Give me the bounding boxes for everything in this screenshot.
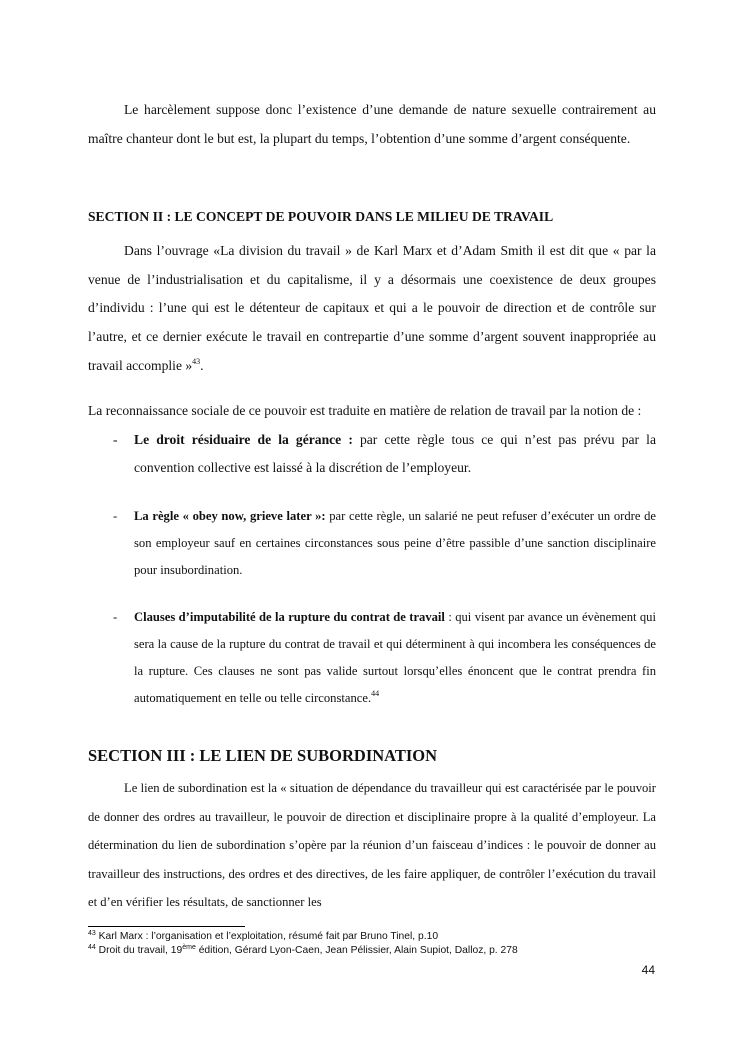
section-2-paragraph-2: La reconnaissance sociale de ce pouvoir est traduite en matière de relation de travail par la notion de : (88, 403, 642, 419)
section-3-title: SECTION III : LE LIEN DE SUBORDINATION (88, 745, 438, 765)
list-item-text: : qui visent par avance un évènement qui sera la cause de la rupture du contrat de travail et qui déterminent à qui incombera les conséquences de la rupture. Ces clauses ne sont pas valide surtout lorsqu’elles énoncent que le contrat prendra fin automatiquement en telle ou telle circonstance. (134, 609, 656, 705)
dash-marker: - (113, 508, 118, 523)
section-3-paragraph: Le lien de subordination est la « situation de dépendance du travailleur qui est caractérisée par le pouvoir de donner des ordres au travailleur, le pouvoir de direction et disciplinaire propre à la qualité d’employeur. La détermination du lien de subordination s’opère par la réunion d’un faisceau d’indices : le pouvoir de donner au travailleur des instructions, des ordres et des directives, de les faire appliquer, de contrôler l’exécution du travail et d’en vérifier les résultats, de sanctionner les (88, 780, 656, 910)
pouvoir-notions-list (88, 426, 656, 712)
list-item (88, 426, 656, 483)
footnote-44 (88, 944, 668, 958)
footnote-number: 43 (88, 930, 96, 937)
section-2-paragraph-1-text: Dans l’ouvrage «La division du travail » de Karl Marx et d’Adam Smith il est dit que « par la venue de l’industrialisation et du capitalisme, il y a désormais une coexistence de deux groupes d’individu : l’une qui est le détenteur de capitaux et qui a le pouvoir de direction et de contrôle sur l’autre, et ce dernier exécute le travail en contrepartie d’une somme d’argent souvent inappropriée au travail accomplie » (88, 243, 656, 373)
list-item-term: La règle « obey now, grieve later »: (134, 508, 326, 523)
footnote-separator (88, 926, 245, 927)
section-2-paragraph-1-end: . (200, 357, 204, 373)
footnote-text: Droit du travail, 19 (95, 945, 183, 956)
footnote-text: Karl Marx : l’organisation et l’exploitation, résumé fait par Bruno Tinel, p.10 (95, 931, 439, 942)
footnote-superscript: ème (182, 944, 196, 951)
list-item (88, 604, 656, 712)
page-body (88, 96, 656, 917)
footnotes (88, 930, 668, 958)
list-item (88, 503, 656, 584)
dash-marker: - (113, 609, 118, 624)
list-item-text: par cette règle, un salarié ne peut refuser d’exécuter un ordre de son employeur sauf en certaines circonstances sous peine d’être passible d’une sanction disciplinaire pour insubordination. (134, 508, 656, 577)
footnote-text-after: édition, Gérard Lyon-Caen, Jean Pélissier, Alain Supiot, Dalloz, p. 278 (195, 945, 518, 956)
list-item-text: par cette règle tous ce qui n’est pas prévu par la convention collective est laissé à la discrétion de l’employeur. (134, 431, 656, 476)
section-2-paragraph-1 (88, 237, 656, 380)
page-number: 44 (641, 963, 655, 977)
footnote-43 (88, 930, 668, 944)
list-item-term: Clauses d’imputabilité de la rupture du contrat de travail (134, 609, 445, 624)
intro-paragraph: Le harcèlement suppose donc l’existence d’une demande de nature sexuelle contrairement au maître chanteur dont le but est, la plupart du temps, l’obtention d’une somme d’argent conséquente. (88, 102, 656, 146)
section-2-title: SECTION II : LE CONCEPT DE POUVOIR DANS LE MILIEU DE TRAVAIL (88, 209, 554, 225)
dash-marker: - (113, 431, 118, 447)
footnote-ref-44[interactable]: 44 (371, 688, 380, 698)
list-item-term: Le droit résiduaire de la gérance : (134, 431, 353, 447)
footnote-ref-43[interactable]: 43 (192, 356, 201, 366)
footnote-number: 44 (88, 944, 96, 951)
